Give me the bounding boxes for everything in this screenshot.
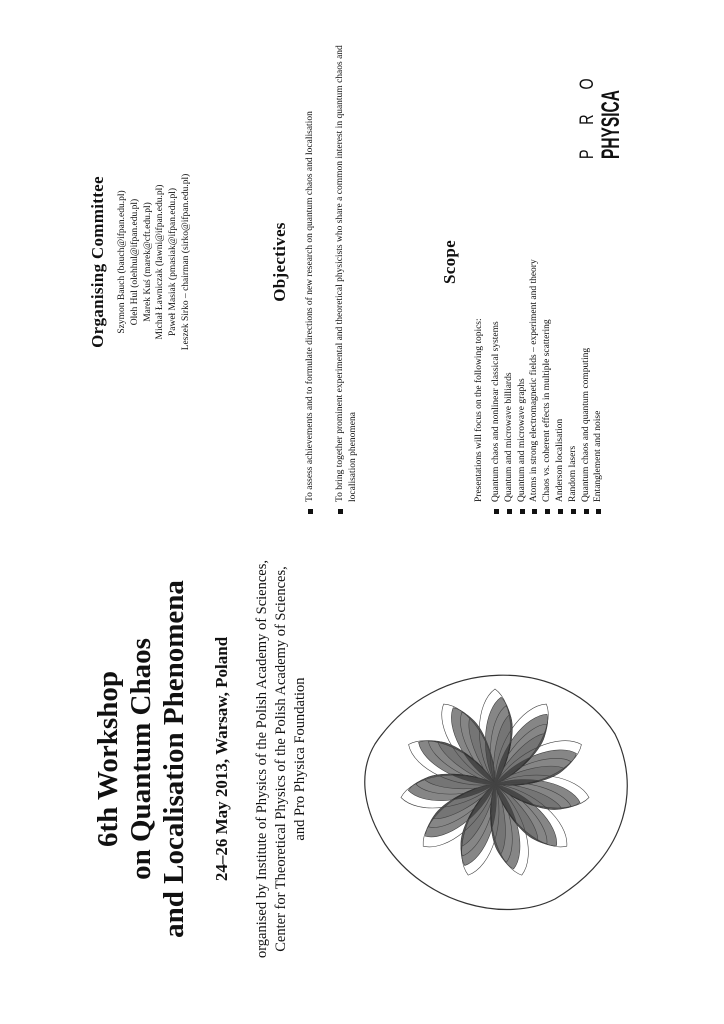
bullet-icon (558, 509, 563, 514)
committee-heading: Organising Committee (88, 176, 107, 348)
objective-item (304, 22, 317, 502)
bullet-icon (571, 509, 576, 514)
topic-text: Anderson localisation (554, 418, 565, 502)
committee-member: Leszek Sirko – chairman (sirko@ifpan.edu.pl) (180, 173, 191, 351)
objective-text: To assess achievements and to formulate directions of new research on quantum chaos and localisation (305, 111, 315, 502)
organising-committee (88, 0, 193, 524)
objective-text: To bring together prominent experimental and theoretical physicists who share a common interest in quantum chaos and localisation phenomena (335, 45, 358, 502)
topic-item (541, 259, 554, 524)
title-line: on Quantum Chaos (125, 638, 157, 880)
pro-physica-logo (578, 59, 632, 159)
committee-member: Paweł Masiak (pmasiak@ifpan.edu.pl) (168, 187, 179, 337)
left-column (0, 524, 724, 1024)
topic-item (528, 259, 541, 524)
logo-bottom-text: PHYSICA (597, 90, 625, 159)
objective-item (334, 22, 359, 502)
scope-heading: Scope (440, 240, 459, 284)
bullet-icon (338, 509, 343, 514)
bullet-icon (545, 509, 550, 514)
bullet-icon (308, 509, 313, 514)
organiser-line: Center for Theoretical Physics of the Polish Academy of Sciences, (273, 566, 289, 952)
title-line: and Localisation Phenomena (158, 580, 190, 938)
topic-text: Random lasers (567, 445, 578, 502)
committee-members (116, 0, 193, 524)
topic-text: Chaos vs. coherent effects in multiple scattering (542, 319, 553, 502)
scope-topics-list (490, 259, 605, 524)
objectives-section (270, 0, 358, 524)
topic-item (490, 259, 503, 524)
objectives-heading: Objectives (270, 222, 289, 302)
topic-text: Entanglement and noise (593, 410, 604, 502)
bullet-icon (596, 509, 601, 514)
logo-top-text: P R O (577, 67, 598, 159)
quantum-chaos-fractal-image (355, 644, 635, 924)
topic-text: Quantum and microwave graphs (516, 378, 527, 502)
bullet-icon (507, 509, 512, 514)
topic-text: Atoms in strong electromagnetic fields – experiment and theory (529, 259, 540, 502)
committee-member: Oleh Hul (olehhul@ifpan.edu.pl) (129, 198, 140, 326)
workshop-title (92, 524, 191, 994)
committee-member: Michał Ławniczak (lawni@ifpan.edu.pl) (155, 184, 166, 340)
fractal-petals (399, 689, 592, 880)
committee-member: Szymon Bauch (bauch@ifpan.edu.pl) (117, 190, 127, 334)
topic-item (567, 259, 580, 524)
topic-item (503, 259, 516, 524)
topic-item (592, 259, 605, 524)
scope-intro: Presentations will focus on the following topics: (474, 318, 484, 502)
organiser-line: and Pro Physica Foundation (292, 677, 308, 841)
topic-text: Quantum and microwave billiards (503, 372, 514, 502)
bullet-icon (532, 509, 537, 514)
topic-text: Quantum chaos and nonlinear classical systems (491, 321, 501, 502)
organiser-line: organised by Institute of Physics of the Polish Academy of Sciences, (254, 559, 270, 959)
bullet-icon (584, 509, 589, 514)
dates-location: 24–26 May 2013, Warsaw, Poland (212, 636, 231, 882)
organisers (253, 514, 310, 1004)
topic-item (516, 259, 529, 524)
topic-item (554, 259, 567, 524)
bullet-icon (494, 509, 499, 514)
bullet-icon (520, 509, 525, 514)
topic-text: Quantum chaos and quantum computing (580, 347, 591, 502)
title-line: 6th Workshop (92, 671, 124, 847)
committee-member: Marek Kuś (marek@cft.edu.pl) (142, 202, 153, 322)
topic-item (580, 259, 593, 524)
